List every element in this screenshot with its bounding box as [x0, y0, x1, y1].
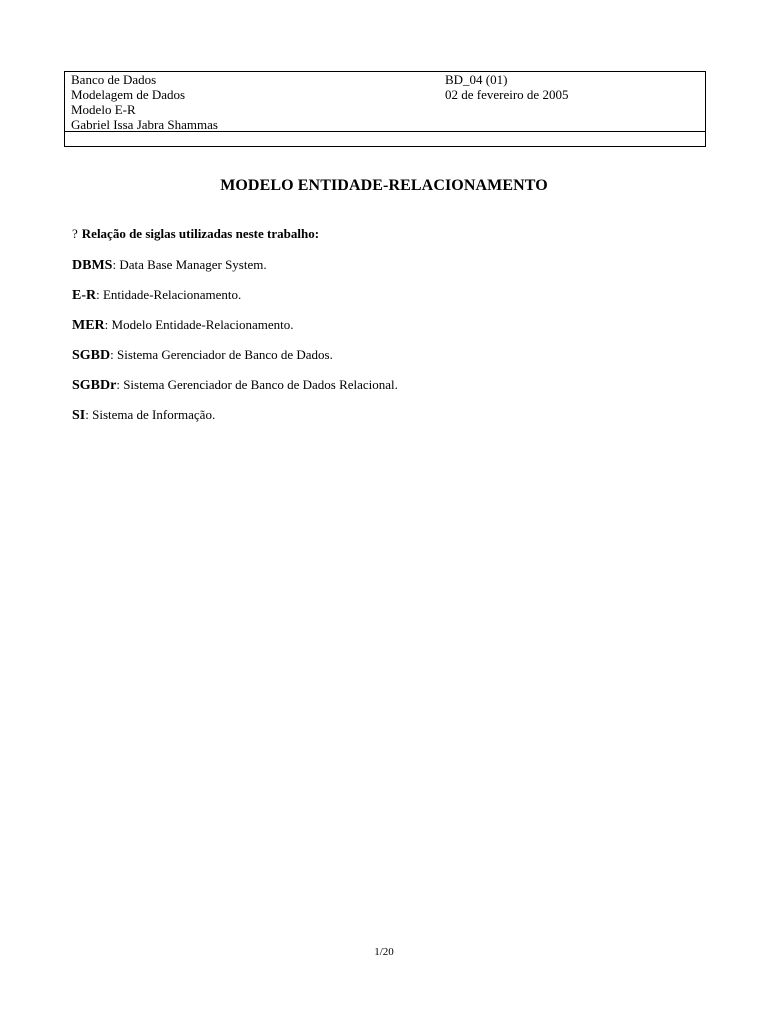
- acronym-definition: : Modelo Entidade-Relacionamento.: [104, 317, 294, 332]
- acronym-definition: : Sistema Gerenciador de Banco de Dados Relacional.: [116, 377, 398, 392]
- list-item: [72, 406, 398, 436]
- acronym-term: DBMS: [72, 258, 113, 273]
- header-author: Gabriel Issa Jabra Shammas: [71, 117, 218, 132]
- header-date: 02 de fevereiro de 2005: [445, 87, 569, 102]
- header-info: [65, 72, 705, 132]
- list-item: [72, 286, 398, 316]
- acronym-definition: : Entidade-Relacionamento.: [96, 287, 242, 302]
- acronym-definition: : Sistema Gerenciador de Banco de Dados.: [110, 347, 333, 362]
- header-left-column: [71, 72, 218, 132]
- page-number: 1/20: [374, 946, 394, 958]
- acronym-term: E-R: [72, 288, 97, 303]
- acronym-list: [72, 256, 398, 436]
- header-topic: Modelo E-R: [71, 102, 136, 117]
- acronym-term: MER: [72, 318, 105, 333]
- section-heading: [72, 226, 319, 242]
- list-item: [72, 256, 398, 286]
- acronym-term: SGBDr: [72, 378, 117, 393]
- header-doc-code: BD_04 (01): [445, 72, 508, 87]
- section-heading-text: Relação de siglas utilizadas neste trabalho:: [81, 226, 320, 241]
- acronym-term: SGBD: [72, 348, 111, 363]
- list-item: [72, 316, 398, 346]
- acronym-definition: : Data Base Manager System.: [112, 257, 267, 272]
- header-right-column: [445, 72, 568, 102]
- bullet-icon: ?: [72, 226, 78, 241]
- acronym-definition: : Sistema de Informação.: [85, 407, 216, 422]
- header-subject: Modelagem de Dados: [71, 87, 186, 102]
- list-item: [72, 376, 398, 406]
- document-title: MODELO ENTIDADE-RELACIONAMENTO: [220, 177, 548, 194]
- header-course: Banco de Dados: [71, 72, 157, 87]
- acronym-term: SI: [72, 408, 86, 423]
- document-header: [64, 71, 706, 147]
- list-item: [72, 346, 398, 376]
- header-divider: [65, 131, 705, 132]
